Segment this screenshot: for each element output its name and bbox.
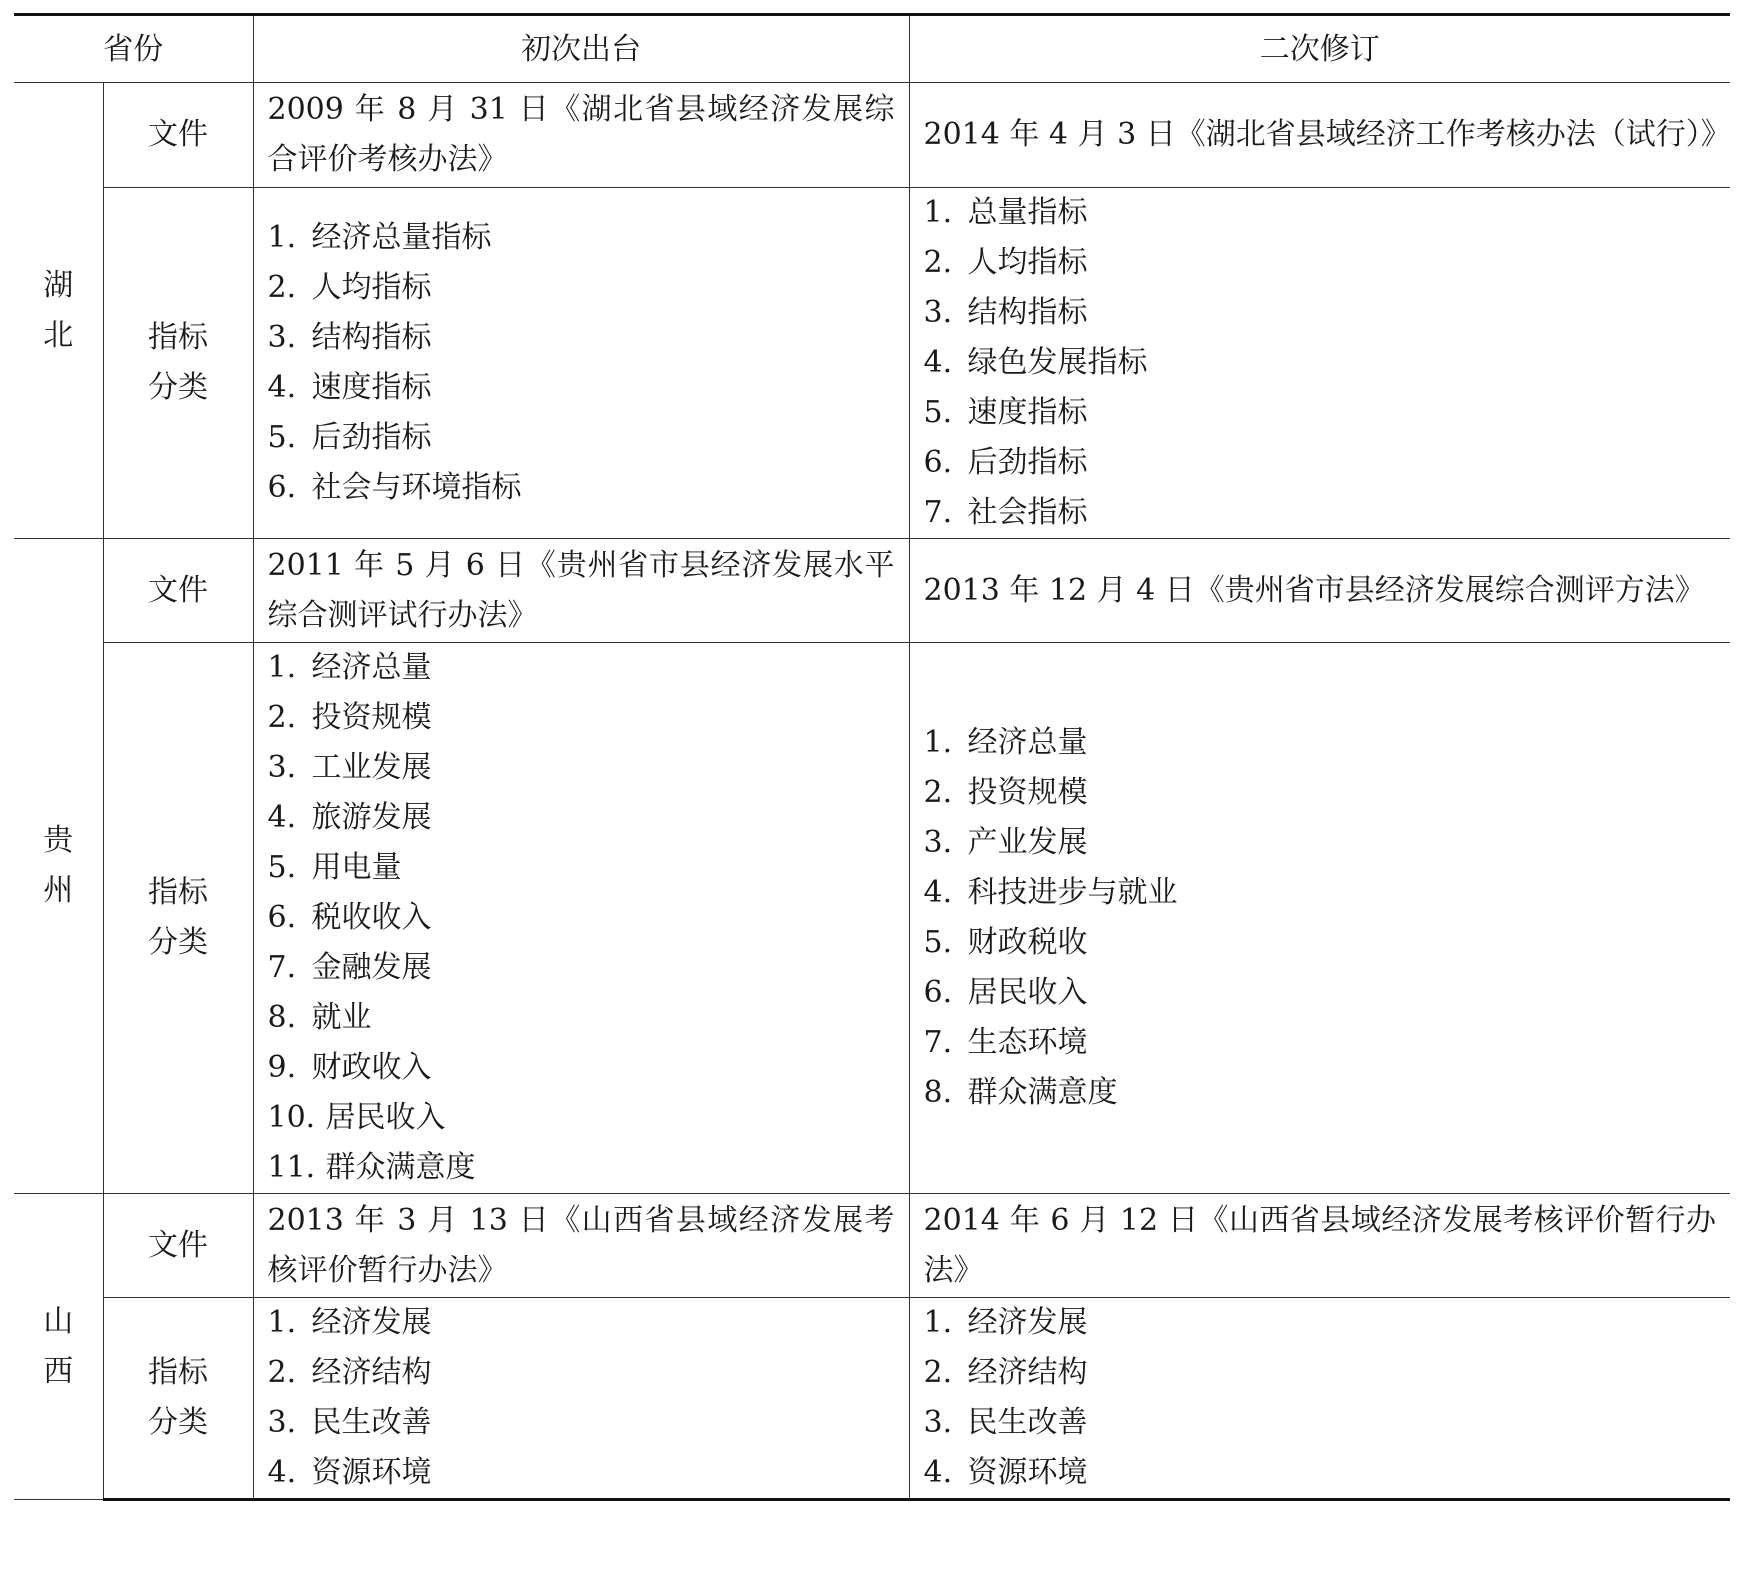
category-item-number: 3. [267, 320, 297, 355]
category-item-number: 3. [267, 750, 297, 785]
row-guizhou-categories [14, 643, 1730, 1194]
province-hubei [14, 83, 103, 539]
category-item-number: 7. [923, 1025, 953, 1060]
category-item-text: 资源环境 [967, 1455, 1088, 1490]
category-item [924, 968, 1717, 1018]
category-item [268, 893, 895, 943]
category-item-text: 总量指标 [967, 195, 1088, 230]
second-category-list [909, 643, 1730, 1194]
category-item-text: 社会指标 [967, 495, 1088, 530]
province-name-line1: 贵 [43, 823, 74, 858]
category-item-number: 1. [923, 1305, 953, 1340]
category-item-text: 结构指标 [967, 295, 1088, 330]
category-item [924, 918, 1717, 968]
row-shanxi-document [14, 1194, 1730, 1298]
category-item [268, 743, 895, 793]
category-item-number: 2. [267, 270, 297, 305]
category-item [268, 363, 895, 413]
category-item-text: 结构指标 [311, 320, 432, 355]
category-item [268, 463, 895, 513]
category-item [268, 213, 895, 263]
category-item-number: 2. [923, 1355, 953, 1390]
category-item-number: 3. [923, 825, 953, 860]
category-item [268, 1143, 895, 1193]
category-item-number: 2. [267, 1355, 297, 1390]
category-item-text: 税收收入 [311, 900, 432, 935]
category-item [268, 993, 895, 1043]
category-item-text: 民生改善 [311, 1405, 432, 1440]
category-item [268, 263, 895, 313]
province-name-line2: 州 [43, 873, 74, 908]
province-name-line2: 西 [43, 1353, 74, 1389]
category-item-text: 投资规模 [967, 775, 1088, 810]
second-document: 2013 年 12 月 4 日《贵州省市县经济发展综合测评方法》 [909, 539, 1730, 643]
category-item-text: 速度指标 [967, 395, 1088, 430]
category-item-number: 8. [923, 1075, 953, 1110]
category-item [268, 843, 895, 893]
second-category-list [909, 1298, 1730, 1500]
category-item-text: 金融发展 [311, 950, 432, 985]
category-item-number: 8. [267, 1000, 297, 1035]
category-item-number: 5. [267, 420, 297, 455]
category-item-number: 6. [923, 975, 953, 1010]
category-item-text: 经济总量指标 [311, 220, 492, 255]
category-item-number: 1. [267, 650, 297, 685]
category-item-text: 速度指标 [311, 370, 432, 405]
category-item-number: 1. [267, 220, 297, 255]
category-item-text: 资源环境 [311, 1455, 432, 1490]
category-item [924, 1018, 1717, 1068]
category-item-text: 经济发展 [967, 1305, 1088, 1340]
category-item-number: 3. [923, 1405, 953, 1440]
category-item-text: 投资规模 [311, 700, 432, 735]
category-item-text: 群众满意度 [325, 1150, 476, 1185]
header-province: 省份 [14, 15, 253, 83]
category-item [924, 868, 1717, 918]
first-category-list [253, 643, 909, 1194]
category-item [268, 413, 895, 463]
row-hubei-document [14, 83, 1730, 188]
category-item-text: 居民收入 [325, 1100, 446, 1135]
label-document: 文件 [103, 1194, 253, 1298]
category-item-text: 就业 [311, 1000, 372, 1035]
header-row [14, 15, 1730, 83]
first-category-list [253, 188, 909, 539]
category-item [924, 188, 1717, 238]
category-item-number: 6. [267, 900, 297, 935]
category-item-text: 群众满意度 [967, 1075, 1118, 1110]
label-document: 文件 [103, 83, 253, 188]
province-shanxi [14, 1194, 103, 1500]
first-document: 2013 年 3 月 13 日《山西省县域经济发展考核评价暂行办法》 [253, 1194, 909, 1298]
category-item-text: 财政税收 [967, 925, 1088, 960]
province-name-line1: 山 [43, 1303, 74, 1339]
category-item-number: 6. [267, 470, 297, 505]
first-category-list [253, 1298, 909, 1500]
category-item-text: 产业发展 [967, 825, 1088, 860]
label-document: 文件 [103, 539, 253, 643]
first-document: 2011 年 5 月 6 日《贵州省市县经济发展水平综合测评试行办法》 [253, 539, 909, 643]
category-item [924, 338, 1717, 388]
category-item-number: 10. [267, 1100, 316, 1135]
category-item-number: 4. [267, 370, 297, 405]
category-item-number: 2. [923, 245, 953, 280]
category-item-text: 后劲指标 [967, 445, 1088, 480]
category-item-text: 后劲指标 [311, 420, 432, 455]
category-item-text: 经济结构 [311, 1355, 432, 1390]
category-item-text: 人均指标 [967, 245, 1088, 280]
category-item-text: 工业发展 [311, 750, 432, 785]
header-first-issue: 初次出台 [253, 15, 909, 83]
row-guizhou-document [14, 539, 1730, 643]
category-item-number: 5. [267, 850, 297, 885]
category-item-number: 2. [923, 775, 953, 810]
first-document: 2009 年 8 月 31 日《湖北省县域经济发展综合评价考核办法》 [253, 83, 909, 188]
category-item [924, 718, 1717, 768]
category-item-number: 7. [923, 495, 953, 530]
category-item-text: 科技进步与就业 [967, 875, 1178, 910]
category-item-number: 4. [267, 1455, 297, 1490]
category-item [924, 818, 1717, 868]
category-item [268, 1043, 895, 1093]
category-item-text: 财政收入 [311, 1050, 432, 1085]
category-item-number: 4. [267, 800, 297, 835]
category-item-text: 经济结构 [967, 1355, 1088, 1390]
row-hubei-categories [14, 188, 1730, 539]
category-item-number: 5. [923, 395, 953, 430]
category-item-number: 1. [267, 1305, 297, 1340]
category-item [924, 1348, 1717, 1398]
category-item-number: 1. [923, 725, 953, 760]
category-item [924, 1068, 1717, 1118]
category-item-text: 用电量 [311, 850, 402, 885]
second-category-list [909, 188, 1730, 539]
category-item [268, 643, 895, 693]
category-item [924, 1398, 1717, 1448]
category-item [268, 1448, 895, 1498]
category-item [924, 1298, 1717, 1348]
category-item [924, 388, 1717, 438]
category-item [924, 238, 1717, 288]
category-item [268, 943, 895, 993]
category-item-number: 5. [923, 925, 953, 960]
category-item-number: 2. [267, 700, 297, 735]
category-item [268, 313, 895, 363]
category-item-number: 3. [267, 1405, 297, 1440]
category-item-number: 4. [923, 1455, 953, 1490]
province-name-line2: 北 [43, 317, 74, 353]
category-item-text: 人均指标 [311, 270, 432, 305]
category-item [268, 1398, 895, 1448]
category-item [268, 1348, 895, 1398]
header-second-revision: 二次修订 [909, 15, 1730, 83]
category-item-number: 9. [267, 1050, 297, 1085]
label-category: 指标 分类 [103, 188, 253, 539]
row-shanxi-categories [14, 1298, 1730, 1500]
category-item [924, 438, 1717, 488]
category-item [924, 288, 1717, 338]
category-item [924, 768, 1717, 818]
category-item [924, 1448, 1717, 1498]
second-document: 2014 年 6 月 12 日《山西省县域经济发展考核评价暂行办法》 [909, 1194, 1730, 1298]
category-item-text: 绿色发展指标 [967, 345, 1148, 380]
category-item-text: 生态环境 [967, 1025, 1088, 1060]
category-item-text: 民生改善 [967, 1405, 1088, 1440]
category-item-text: 经济总量 [967, 725, 1088, 760]
category-item [924, 488, 1717, 538]
second-document: 2014 年 4 月 3 日《湖北省县域经济工作考核办法（试行）》 [909, 83, 1730, 188]
category-item-text: 经济总量 [311, 650, 432, 685]
category-item-text: 社会与环境指标 [311, 470, 522, 505]
category-item-number: 6. [923, 445, 953, 480]
category-item-number: 3. [923, 295, 953, 330]
category-item-number: 7. [267, 950, 297, 985]
category-item-number: 11. [267, 1150, 316, 1185]
label-category: 指标 分类 [103, 1298, 253, 1500]
category-item-text: 旅游发展 [311, 800, 432, 835]
category-item [268, 1093, 895, 1143]
category-item-text: 居民收入 [967, 975, 1088, 1010]
category-item-text: 经济发展 [311, 1305, 432, 1340]
province-name-line1: 湖 [43, 267, 74, 303]
category-item [268, 793, 895, 843]
label-category: 指标 分类 [103, 643, 253, 1194]
category-item [268, 693, 895, 743]
category-item-number: 4. [923, 345, 953, 380]
category-item [268, 1298, 895, 1348]
province-guizhou [14, 539, 103, 1194]
category-item-number: 1. [923, 195, 953, 230]
comparison-table [14, 13, 1730, 1501]
category-item-number: 4. [923, 875, 953, 910]
